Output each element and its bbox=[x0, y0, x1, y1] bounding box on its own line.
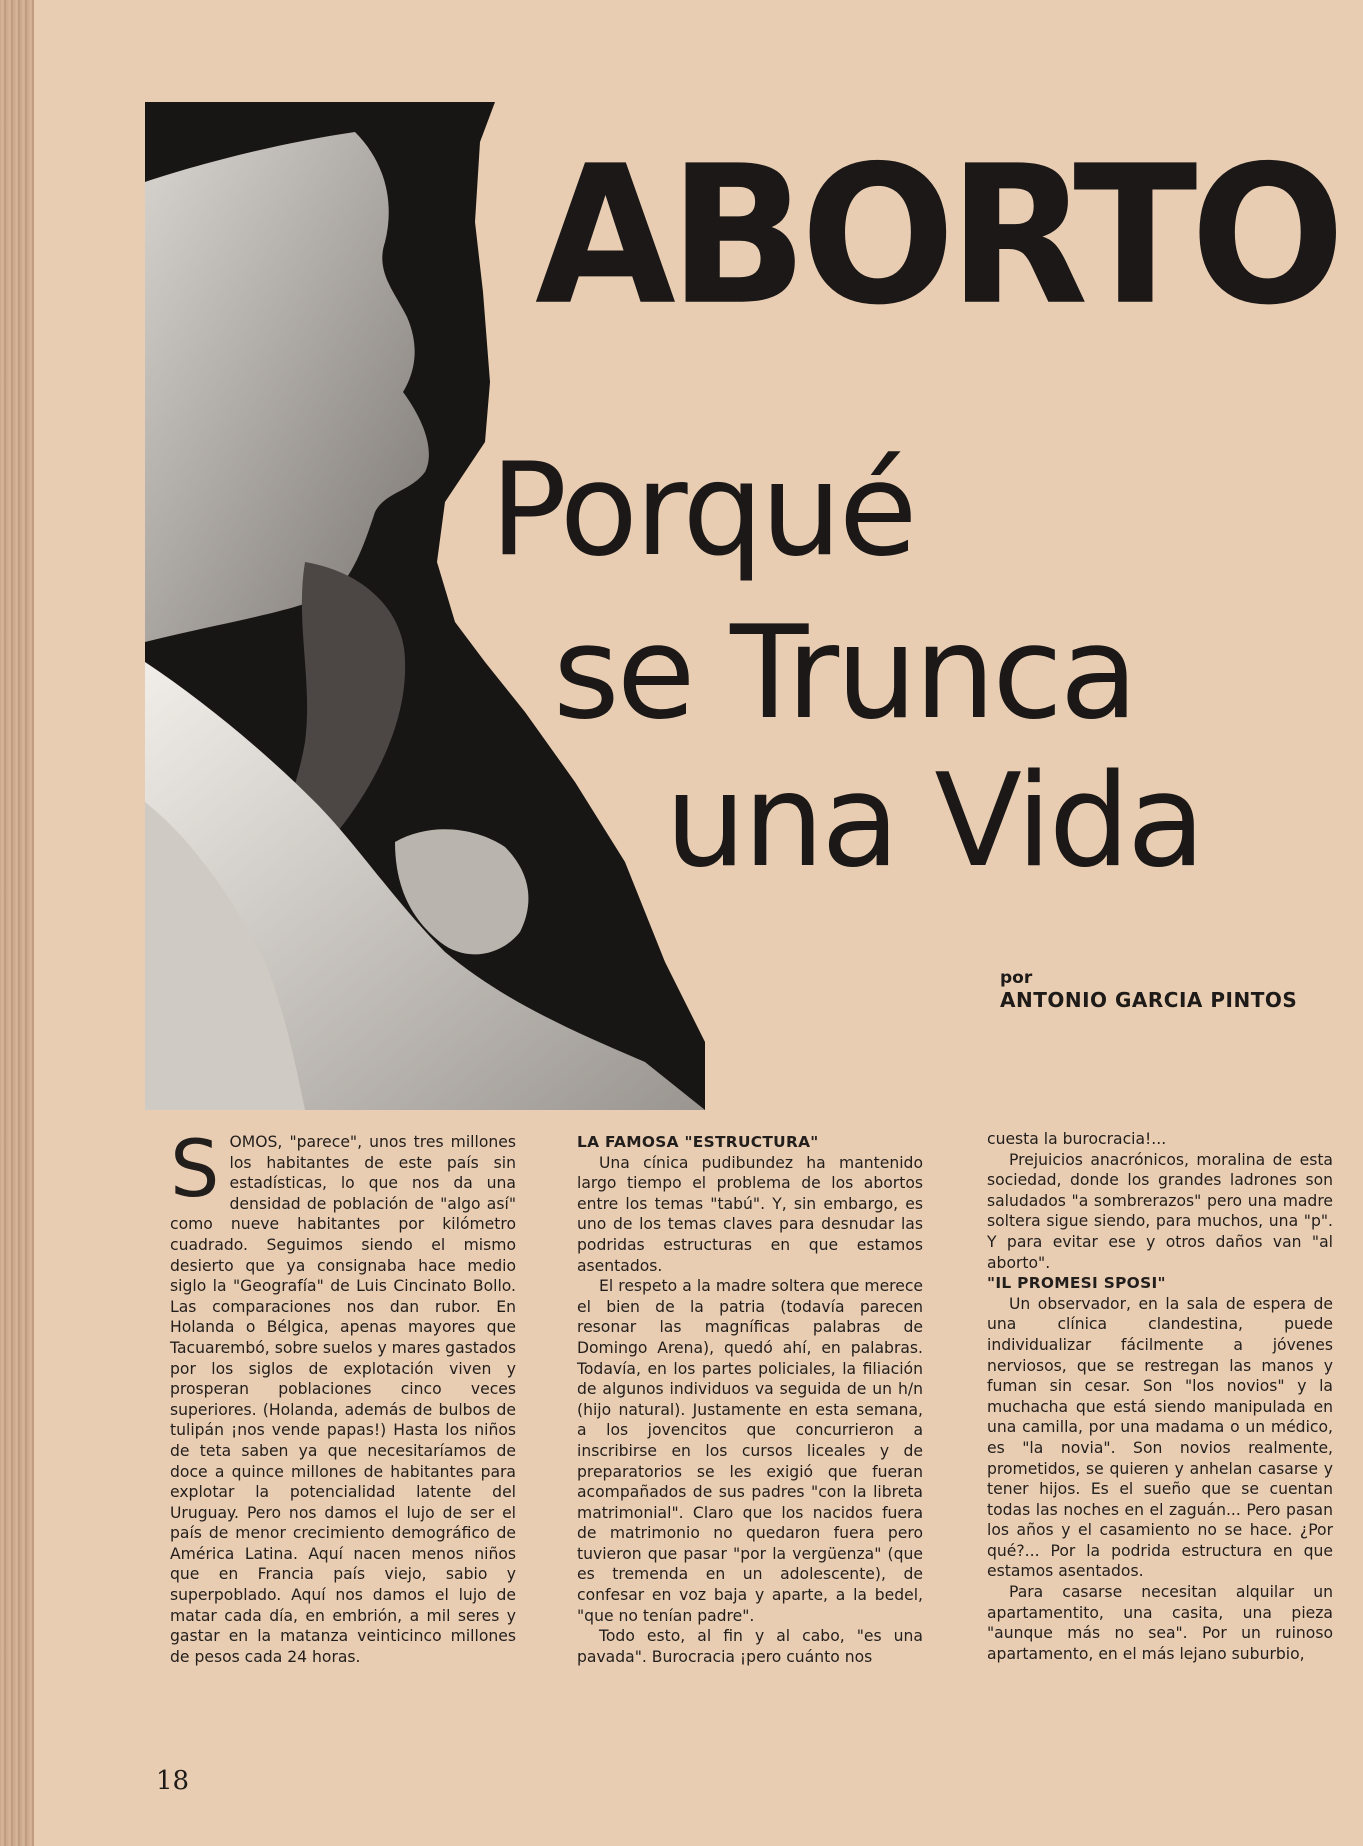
paragraph: Un observador, en la sala de espera de una clínica clandestina, puede individualizar fácilmente a jóvenes nerviosos, que se restregan las manos y fuman sin cesar. Son "los novios" y la muchacha que está siendo manipulada en una camilla, por una madama o un médico, es "la novia". Son novios realmente, prometidos, se quieren y anhelan casarse y tener hijos. Es el sueño que se cuentan todas las noches en el zaguán... Pero pasan los años y el casamiento no se hace. ¿Por qué?... Por la podrida estructura en que estamos asentados. bbox=[987, 1294, 1333, 1581]
byline-author: ANTONIO GARCIA PINTOS bbox=[1000, 988, 1298, 1012]
article-column-2 bbox=[577, 1132, 923, 1667]
section-heading: "IL PROMESI SPOSI" bbox=[987, 1274, 1166, 1293]
paragraph: Todo esto, al fin y al cabo, "es una pavada". Burocracia ¡pero cuánto nos bbox=[577, 1627, 923, 1666]
byline-prefix: por bbox=[1000, 968, 1033, 988]
paragraph: Una cínica pudibundez ha mantenido largo tiempo el problema de los abortos entre los temas "tabú". Y, sin embargo, es uno de los temas claves para desnudar las podridas estructuras en que estamos asentados. bbox=[577, 1153, 923, 1275]
page-number: 18 bbox=[156, 1766, 190, 1796]
paragraph: cuesta la burocracia!... bbox=[987, 1130, 1167, 1148]
subtitle-line-3: una Vida bbox=[665, 747, 1203, 896]
paragraph: El respeto a la madre soltera que merece el bien de la patria (todavía parecen resonar las magníficas palabras de Domingo Arena), quedó ahí, en palabras. Todavía, en los partes policiales, la filiación de algunos individuos va seguida de un h/n (hijo natural). Justamente en esta semana, a los jovencitos que concurrieron a inscribirse en los cursos liceales y de preparatorios se les exigió que fueran acompañados de sus padres "con la libreta matrimonial". Claro que los nacidos fuera de matrimonio no quedaron fuera pero tuvieron que pasar "por la vergüenza" (que es tremenda en un adolescente), de confesar en voz baja y aparte, a la bedel, "que no tenían padre". bbox=[577, 1277, 923, 1625]
paragraph: Prejuicios anacrónicos, moralina de esta sociedad, donde los grandes ladrones son saludados "a sombrerazos" pero una madre soltera sigue siendo, para muchos, una "p". Y para evitar ese y otros daños van "al aborto". bbox=[987, 1150, 1333, 1272]
article-column-1 bbox=[170, 1125, 516, 1667]
article-column-3 bbox=[987, 1129, 1333, 1664]
subtitle-line-1: Porqué bbox=[490, 436, 915, 585]
paragraph: Para casarse necesitan alquilar un apartamentito, una casita, una pieza "aunque más no sea". Por un ruinoso apartamento, en el más lejano suburbio, bbox=[987, 1583, 1333, 1663]
section-heading: LA FAMOSA "ESTRUCTURA" bbox=[577, 1133, 819, 1151]
page-edge bbox=[0, 0, 34, 1846]
paragraph: OMOS, "parece", unos tres millones los habitantes de este país sin estadísticas, lo que nos da una densidad de población de "algo así" como nueve habitantes por kilómetro cuadrado. Seguimos siendo el mismo desierto que ya consignaba hace medio siglo la "Geografía" de Luis Cincinato Bollo. Las comparaciones nos dan rubor. En Holanda o Bélgica, apenas mayores que Tacuarembó, sobre suelos y mares gastados por los siglos de explotación viven y prosperan poblaciones cinco veces superiores. (Holanda, además de bulbos de tulipán ¡nos vende papas!) Hasta los niños de teta saben ya que necesitaríamos de doce a quince millones de habitantes para explotar la potencialidad latente del Uruguay. Pero nos damos el lujo de ser el país de menor crecimiento demográfico de América Latina. Aquí nacen menos niños que en Francia país viejo, sabio y superpoblado. Aquí nos damos el lujo de matar cada día, en embrión, a mil seres y gastar en la matanza veinticinco millones de pesos cada 24 horas. bbox=[170, 1133, 516, 1666]
subtitle-line-2: se Trunca bbox=[553, 599, 1136, 748]
headline: ABORTO bbox=[535, 124, 1339, 347]
drop-cap: S bbox=[170, 1125, 220, 1215]
